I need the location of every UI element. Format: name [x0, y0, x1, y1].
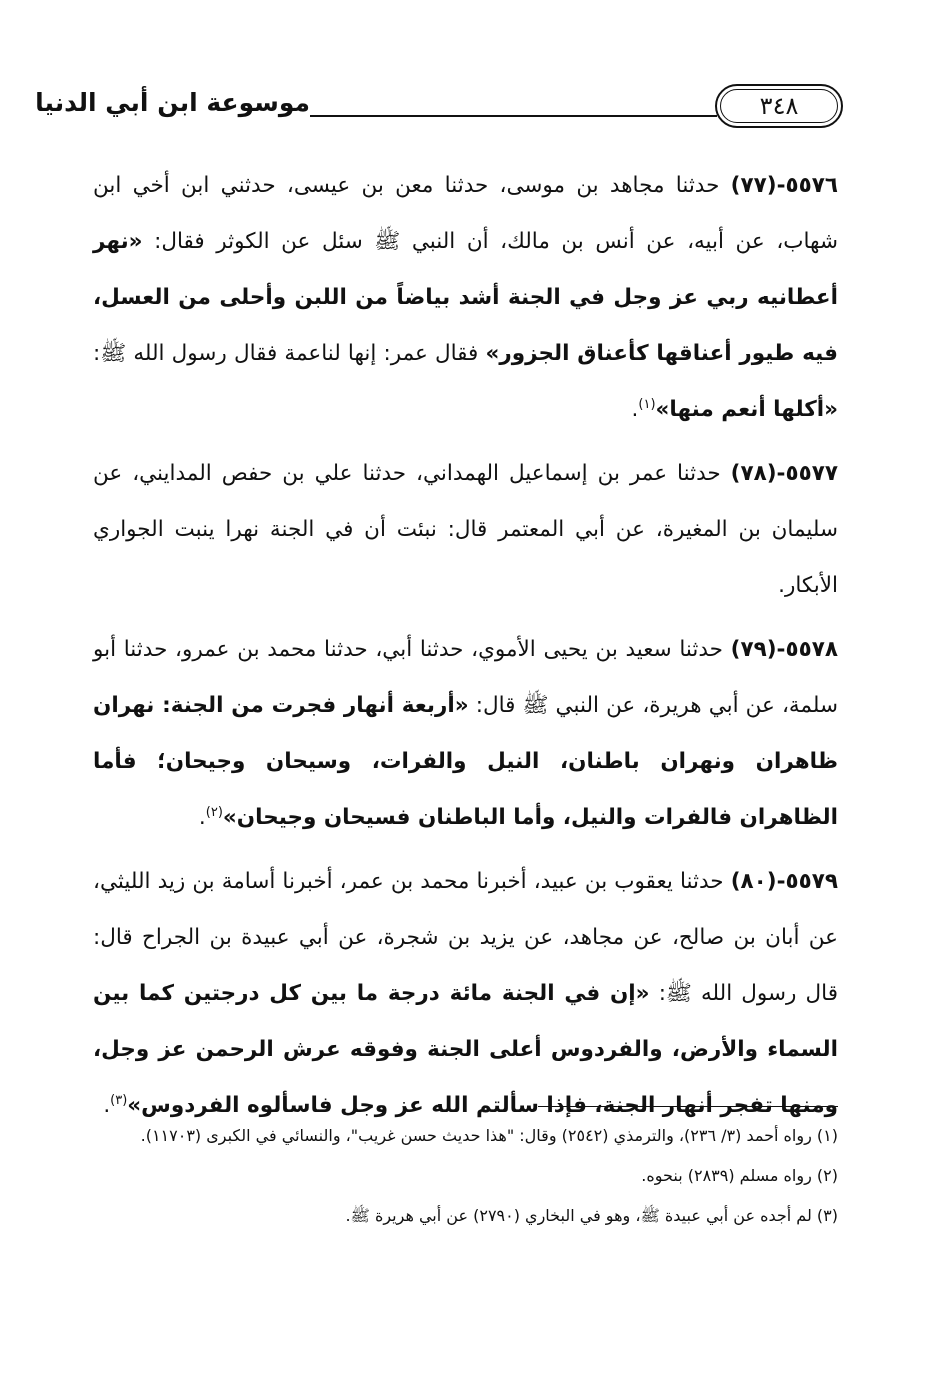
hadith-number: ٥٥٧٨-(٧٩)	[730, 637, 838, 662]
hadith-text: حدثنا مجاهد بن موسى، حدثنا معن بن عيسى، حدثني ابن أخي ابن شهاب، عن أبيه، عن أنس بن مالك، أن النبي ﷺ سئل عن الكوثر فقال:	[93, 173, 838, 254]
hadith-paragraph	[93, 854, 838, 1134]
sentence-end: .	[631, 397, 639, 422]
hadith-paragraph	[93, 158, 838, 438]
hadith-paragraph	[93, 446, 838, 614]
hadith-number: ٥٥٧٩-(٨٠)	[730, 869, 839, 894]
hadith-number: ٥٥٧٧-(٧٨)	[730, 461, 838, 486]
page-header	[35, 78, 843, 140]
header-rule	[310, 115, 717, 117]
hadith-text: حدثنا عمر بن إسماعيل الهمداني، حدثنا علي بن حفص المدايني، عن سليمان بن المغيرة، عن أبي المعتمر قال: نبئت أن في الجنة نهرا ينبت الجواري الأبكار.	[93, 461, 838, 598]
footnote-reference[interactable]: (٢)	[205, 804, 223, 820]
footnote-reference[interactable]: (٣)	[110, 1092, 128, 1108]
hadith-quote: «أربعة أنهار فجرت من الجنة: نهران ظاهران ونهران باطنان، النيل والفرات، وسيحان وجيحان؛ فأما الظاهران فالفرات والنيل، وأما الباطنان فسيحان وجيحان»	[93, 693, 838, 830]
footnote: (٢) رواه مسلم (٢٨٣٩) بنحوه.	[641, 1166, 838, 1185]
hadith-quote: «إن في الجنة مائة درجة ما بين كل درجتين كما بين السماء والأرض، والفردوس أعلى الجنة وفوقه عرش الرحمن عز وجل، ومنها تفجر أنهار الجنة، فإذا سألتم الله عز وجل فاسألوه الفردوس»	[93, 981, 838, 1118]
sentence-end: .	[103, 1093, 111, 1118]
hadith-paragraph	[93, 622, 838, 846]
hadith-number: ٥٥٧٦-(٧٧)	[730, 173, 838, 198]
page-number-frame	[715, 84, 843, 128]
sentence-end: .	[198, 805, 206, 830]
footnote: (٣) لم أجده عن أبي عبيدة ﷺ، وهو في البخاري (٢٧٩٠) عن أبي هريرة ﷺ.	[345, 1206, 838, 1225]
main-text	[93, 158, 838, 1142]
page-number: ٣٤٨	[759, 92, 799, 120]
hadith-text: حدثنا سعيد بن يحيى الأموي، حدثنا أبي، حدثنا محمد بن عمرو، حدثنا أبو سلمة، عن أبي هريرة، عن النبي ﷺ قال:	[93, 637, 838, 718]
footnote: (١) رواه أحمد (٣/ ٢٣٦)، والترمذي (٢٥٤٢) وقال: "هذا حديث حسن غريب"، والنسائي في الكبرى (١١٧٠٣).	[140, 1126, 838, 1145]
footnotes	[93, 1118, 838, 1238]
footnote-reference[interactable]: (١)	[638, 396, 656, 412]
hadith-quote: «نهر أعطانيه ربي عز وجل في الجنة أشد بياضاً من اللبن وأحلى من العسل، فيه طيور أعناقها كأعناق الجزور»	[93, 229, 838, 366]
hadith-text: حدثنا يعقوب بن عبيد، أخبرنا محمد بن عمر، أخبرنا أسامة بن زيد الليثي، عن أبان بن صالح، عن مجاهد، عن يزيد بن شجرة، عن أبي عبيدة بن الجراح قال: قال رسول الله ﷺ:	[93, 869, 838, 1006]
hadith-quote-second: «أكلها أنعم منها»	[655, 397, 838, 422]
hadith-text-continued: فقال عمر: إنها لناعمة فقال رسول الله ﷺ:	[93, 341, 479, 366]
footnote-separator	[538, 1106, 838, 1107]
book-title: موسوعة ابن أبي الدنيا	[35, 88, 310, 117]
